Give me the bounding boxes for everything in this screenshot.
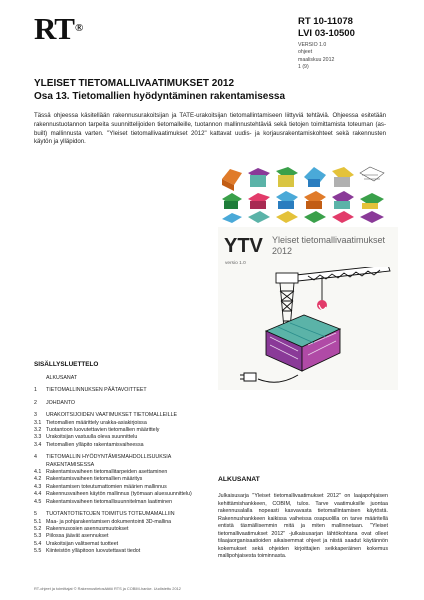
toc-item — [34, 526, 219, 533]
toc-item-number: 4.5 — [34, 498, 42, 505]
ytv-version: versio 1.0 — [225, 261, 246, 266]
toc-item — [34, 548, 219, 555]
toc-item — [34, 442, 219, 449]
toc-item — [34, 387, 219, 394]
foreword-text: Julkaisusarja "Yleiset tietomallivaatimukset 2012" on laajapohjaisen kehittämishankkeen, COBIM, tulos. Tarve vaatimuksille juontaa rakennusalalla nopeasti kasvavasta tietomallintamisen käytöstä. Rakennushankkeen kaikissa vaiheissa osapuolilla on tarve määritellä entistä täsmällisemmin mitä ja miten mallinnetaan. "Yleiset tietomallivaatimukset 2012" -julkaisusarjan lähtökohtana ovat olleet tilaajaorganisaatioiden aikaisemmat ohjeet ja niistä saadut käytännön kokemukset sekä ohjeiden kirjoittajien seikkaperäinen kokemus mallipohjaisesta toiminnasta. — [218, 493, 388, 559]
toc-item-number: 3 — [34, 412, 37, 419]
building-icon — [266, 315, 340, 371]
table-of-contents — [34, 375, 219, 556]
hook-icon — [317, 300, 327, 310]
toc-item-number: 5.4 — [34, 540, 42, 547]
building-icons-grid — [218, 165, 398, 225]
toc-item — [34, 533, 219, 540]
toc-item-text: Rakentamisvaiheen tietomallitarpeiden asettaminen — [46, 469, 168, 476]
toc-item — [34, 434, 219, 441]
toc-item-number: 5.5 — [34, 548, 42, 555]
toc-item-text: TIETOMALLIN HYÖDYNTÄMISMAHDOLLISUUKSIA RAKENTAMISESSA — [46, 454, 171, 468]
page-title — [34, 78, 374, 103]
toc-item — [34, 454, 219, 469]
toc-item — [34, 519, 219, 526]
toc-item-number: 5.3 — [34, 533, 42, 540]
toc-item-text: Rakennusosien asennusmuutokset — [46, 525, 129, 532]
toc-item-text: URAKOITSIJOIDEN VAATIMUKSET TIETOMALLEILLE — [46, 412, 178, 419]
toc-heading: SISÄLLYSLUETTELO — [34, 361, 99, 368]
toc-item-number: 4 — [34, 454, 37, 461]
toc-item-text: TIETOMALLINNUKSEN PÄÄTAVOITTEET — [46, 387, 147, 394]
toc-item-text: Rakentamisvaiheen tietomallisuunnitelman laatiminen — [46, 498, 173, 505]
toc-item-number: 5.2 — [34, 525, 42, 532]
toc-item-text: Tietomallien ylläpito rakentamisvaiheessa — [46, 441, 144, 448]
toc-item — [34, 469, 219, 476]
toc-item — [34, 511, 219, 518]
ytv-title-line-2: 2012 — [272, 245, 293, 256]
title-line-2: Osa 13. Tietomallien hyödyntäminen rakentamisessa — [34, 90, 286, 102]
title-line-1: YLEISET TIETOMALLIVAATIMUKSET 2012 — [34, 78, 235, 89]
toc-item-number: 1 — [34, 387, 37, 394]
meta-type: ohjeet — [298, 49, 313, 56]
toc-item-number: 4.2 — [34, 476, 42, 483]
toc-item-text: Tuotantoon luovutettavien tietomallien määrittely — [46, 427, 160, 434]
toc-item — [34, 420, 219, 427]
toc-item — [34, 375, 219, 382]
toc-item — [34, 484, 219, 491]
toc-item-number — [34, 375, 46, 382]
toc-item — [34, 491, 219, 498]
toc-item — [34, 400, 219, 407]
icon-row-1 — [222, 167, 384, 191]
ytv-cover-box — [218, 227, 398, 390]
rt-code: RT 10-11078 — [298, 16, 353, 27]
toc-item — [34, 476, 219, 483]
plug-icon — [240, 373, 298, 382]
toc-item — [34, 541, 219, 548]
toc-item-text: Rakentamisen toteutumattomien määrien mallinnus — [46, 483, 167, 490]
toc-item-text: Urakoitsijan vastuulla oleva suunnittelu — [46, 434, 138, 441]
toc-item-text: Piilossa jäävät asennukset — [46, 533, 109, 540]
toc-item-number: 3.3 — [34, 434, 42, 441]
toc-item-text: Urakoitsijan valitsemat tuotteet — [46, 540, 119, 547]
meta-date: maaliskuu 2012 — [298, 56, 335, 63]
toc-item-text: Kiinteistön ylläpitoon luovutettavat tiedot — [46, 548, 141, 555]
toc-item-number: 2 — [34, 399, 37, 406]
document-meta — [298, 42, 334, 72]
toc-item-number: 3.1 — [34, 419, 42, 426]
toc-item-text: JOHDANTO — [46, 399, 76, 406]
intro-paragraph: Tässä ohjeessa käsitellään rakennusurakoitsijan ja TATE-urakoitsijan tietomallintamiseen liittyviä tehtäviä. Ohjeessa esitetään rakennustuotannon tarpeita suunnittelijoiden tietomalleille, tuotannon mallinnustehtäviä sekä tietojen toimittamista toteuman (as-built) mallinnusta varten. "Yleiset tietomallivaatimukset 2012" kattavat uudis- ja korjausrakentamiskohteet sekä rakennusten käytön ja ylläpidon. — [34, 112, 386, 146]
toc-item — [34, 427, 219, 434]
toc-item-number: 4.1 — [34, 469, 42, 476]
ytv-title-line-1: Yleiset tietomallivaatimukset — [272, 235, 386, 245]
toc-item-number: 4.3 — [34, 483, 42, 490]
document-codes — [298, 16, 355, 40]
meta-version: VERSIO 1.0 — [298, 42, 327, 48]
cover-image — [218, 165, 398, 390]
lvi-code: LVI 03-10500 — [298, 28, 355, 39]
foreword-heading: ALKUSANAT — [218, 476, 260, 483]
toc-item-number: 5.1 — [34, 518, 42, 525]
toc-item-number: 4.4 — [34, 491, 42, 498]
toc-item-number: 5 — [34, 511, 37, 518]
ytv-title — [272, 235, 385, 256]
icon-row-3 — [222, 211, 384, 223]
toc-item-text: Tietomallien määrittely urakka-asiakirjoissa — [46, 419, 147, 426]
page-footer: RT-ohjeet ja toimittajat © Rakennustietosäätiö RTS ja COBIM-hanke. Uudistettu 2012 — [34, 586, 181, 591]
toc-item — [34, 412, 219, 419]
toc-item-number: 3.4 — [34, 441, 42, 448]
icon-row-2 — [222, 191, 384, 209]
toc-item-text: ALKUSANAT — [46, 375, 78, 381]
toc-item — [34, 499, 219, 506]
toc-item-text: Rakentamisvaiheen tietomallien määritys — [46, 476, 143, 483]
toc-item-text: TUOTANTOTIETOJEN TOIMITUS TOTEUMAMALLIIN — [46, 511, 175, 518]
ytv-logo: YTV — [224, 235, 263, 257]
toc-item-number: 3.2 — [34, 427, 42, 434]
crane-illustration — [218, 267, 398, 390]
toc-item-text: Rakennusvaiheen käytön mallinnus (työmaan aluesuunnittelu) — [46, 491, 192, 498]
toc-item-text: Maa- ja pohjarakentamisen dokumentointi 3D-mallina — [46, 518, 172, 525]
meta-page: 1 (9) — [298, 64, 309, 71]
rt-logo: RT® — [34, 11, 83, 46]
